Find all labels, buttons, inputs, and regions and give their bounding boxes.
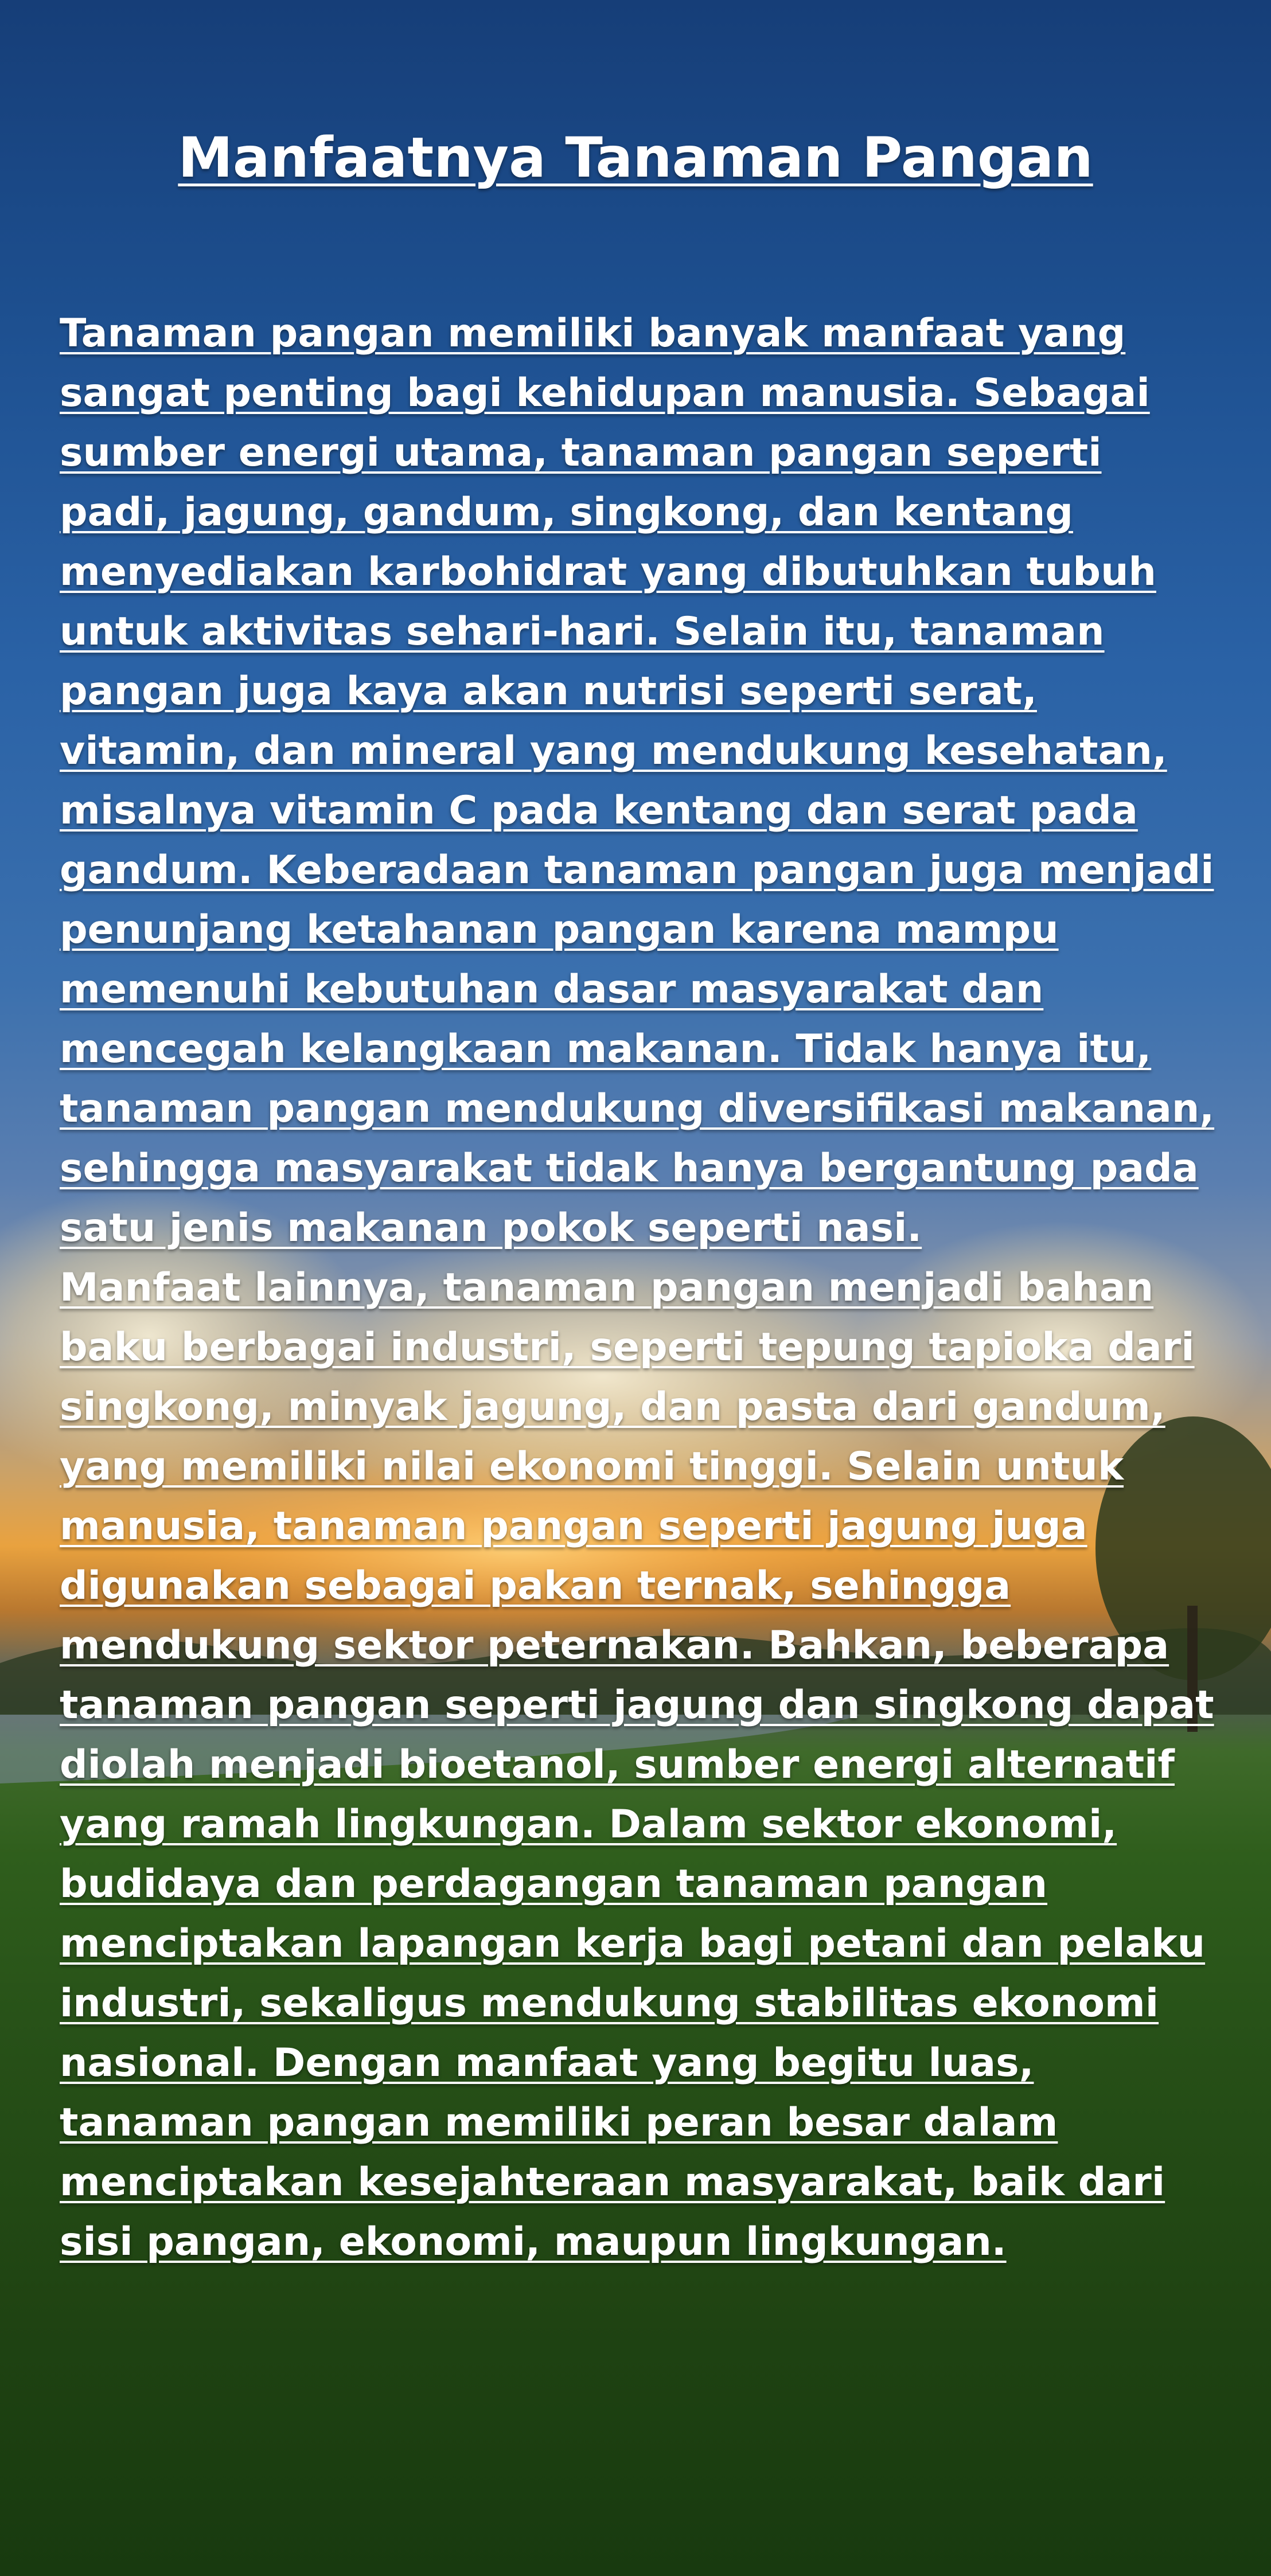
paragraph-2: Manfaat lainnya, tanaman pangan menjadi bahan baku berbagai industri, seperti tepung tapioka dari singkong, minyak jagung, dan pasta dari gandum, yang memiliki nilai ekonomi tinggi. Selain untuk manusia, tanaman pangan seperti jagung juga digunakan sebagai pakan ternak, sehingga mendukung sektor peternakan. Bahkan, beberapa tanaman pangan seperti jagung dan singkong dapat diolah menjadi bioetanol, sumber energi alternatif yang ramah lingkungan. Dalam sektor ekonomi, budidaya dan perdagangan tanaman pangan menciptakan lapangan kerja bagi petani dan pelaku industri, sekaligus mendukung stabilitas ekonomi nasional. Dengan manfaat yang begitu luas, tanaman pangan memiliki peran besar dalam menciptakan kesejahteraan masyarakat, baik dari sisi pangan, ekonomi, maupun lingkungan. <box>60 1265 1214 2265</box>
paragraph-1: Tanaman pangan memiliki banyak manfaat yang sangat penting bagi kehidupan manusia. Sebagai sumber energi utama, tanaman pangan seperti padi, jagung, gandum, singkong, dan kentang menyediakan karbohidrat yang dibutuhkan tubuh untuk aktivitas sehari-hari. Selain itu, tanaman pangan juga kaya akan nutrisi seperti serat, vitamin, dan mineral yang mendukung kesehatan, misalnya vitamin C pada kentang dan serat pada gandum. Keberadaan tanaman pangan juga menjadi penunjang ketahanan pangan karena mampu memenuhi kebutuhan dasar masyarakat dan mencegah kelangkaan makanan. Tidak hanya itu, tanaman pangan mendukung diversifikasi makanan, sehingga masyarakat tidak hanya bergantung pada satu jenis makanan pokok seperti nasi. <box>60 311 1215 1251</box>
article-body <box>60 304 1216 2272</box>
page-title: Manfaatnya Tanaman Pangan <box>178 126 1093 190</box>
